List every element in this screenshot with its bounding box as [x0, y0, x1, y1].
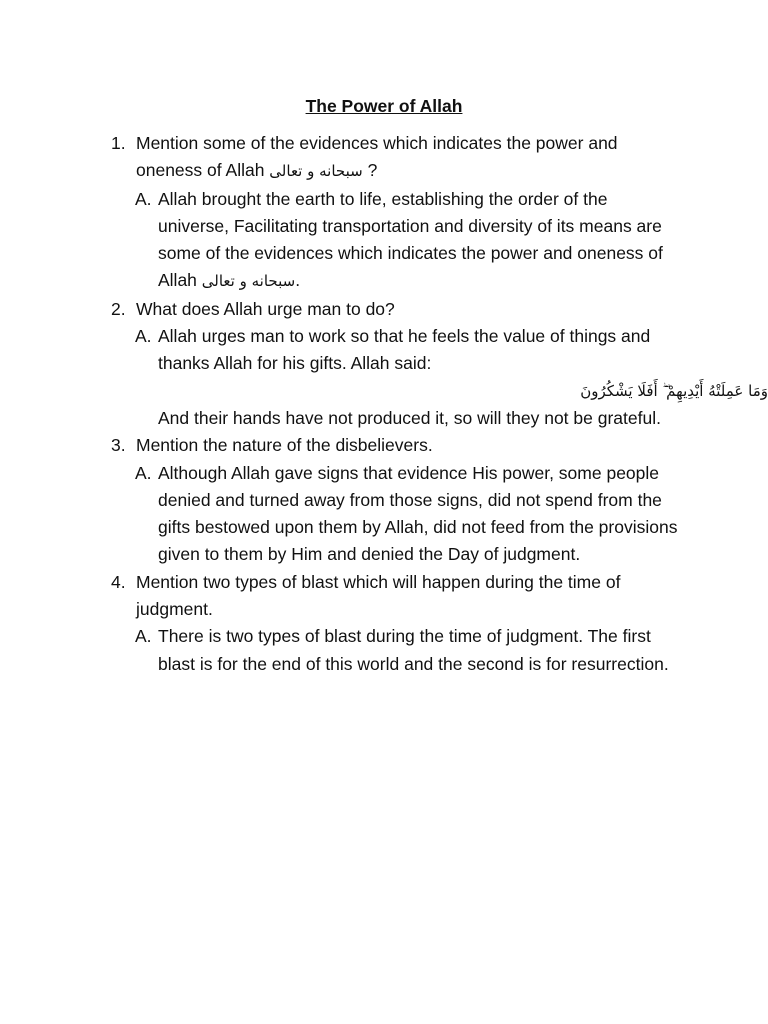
- answer-text: There is two types of blast during the time of judgment. The first blast is for the end of this world and the second is for resurrection.: [158, 626, 669, 674]
- answer-item: [0, 323, 768, 432]
- question-item: [0, 296, 681, 323]
- answer-item: [0, 186, 678, 296]
- answer-text: Although Allah gave signs that evidence His power, some people denied and turned away from those signs, did not spend from the gifts bestowed upon them by Allah, did not feed from the provisions given to them by Him and denied the Day of judgment.: [158, 462, 678, 565]
- question-arabic-text: سبحانه و تعالى: [269, 162, 363, 181]
- answer-letter: A.: [135, 626, 152, 647]
- answer-text: Allah brought the earth to life, establishing the order of the universe, Facilitating transportation and diversity of its means are some of the evidences which indicates the power and oneness of Allah: [158, 188, 663, 291]
- question-number: 1.: [111, 133, 126, 153]
- question-number: 4.: [111, 571, 126, 592]
- question-item: [0, 432, 681, 459]
- answer-arabic-text: سبحانه و تعالى: [201, 272, 296, 291]
- question-item: [0, 569, 681, 624]
- question-number: 3.: [111, 435, 126, 456]
- answer-item: [0, 623, 678, 678]
- question-text: Mention the nature of the disbelievers.: [136, 435, 433, 456]
- answer-text-end: .: [295, 270, 301, 291]
- answer-text: Allah urges man to work so that he feels the value of things and thanks Allah for his gifts. Allah said:: [158, 326, 651, 374]
- quran-verse: وَمَا عَمِلَتْهُ أَيْدِيهِمْ ۖ أَفَلَا يَشْكُرُونَ: [580, 381, 768, 400]
- question-text: What does Allah urge man to do?: [136, 298, 395, 319]
- question-text: Mention some of the evidences which indicates the power and oneness of Allah: [136, 133, 618, 181]
- question-item: [0, 130, 681, 186]
- answer-letter: A.: [135, 462, 152, 483]
- question-text-end: ?: [362, 160, 378, 181]
- answer-letter: A.: [135, 188, 152, 209]
- answer-letter: A.: [135, 326, 152, 347]
- verse-translation: And their hands have not produced it, so will they not be grateful.: [158, 407, 661, 428]
- page-title: The Power of Allah: [305, 96, 463, 116]
- question-number: 2.: [111, 298, 126, 319]
- question-list: [0, 130, 768, 678]
- question-text: Mention two types of blast which will happen during the time of judgment.: [136, 571, 621, 620]
- answer-item: [0, 460, 678, 569]
